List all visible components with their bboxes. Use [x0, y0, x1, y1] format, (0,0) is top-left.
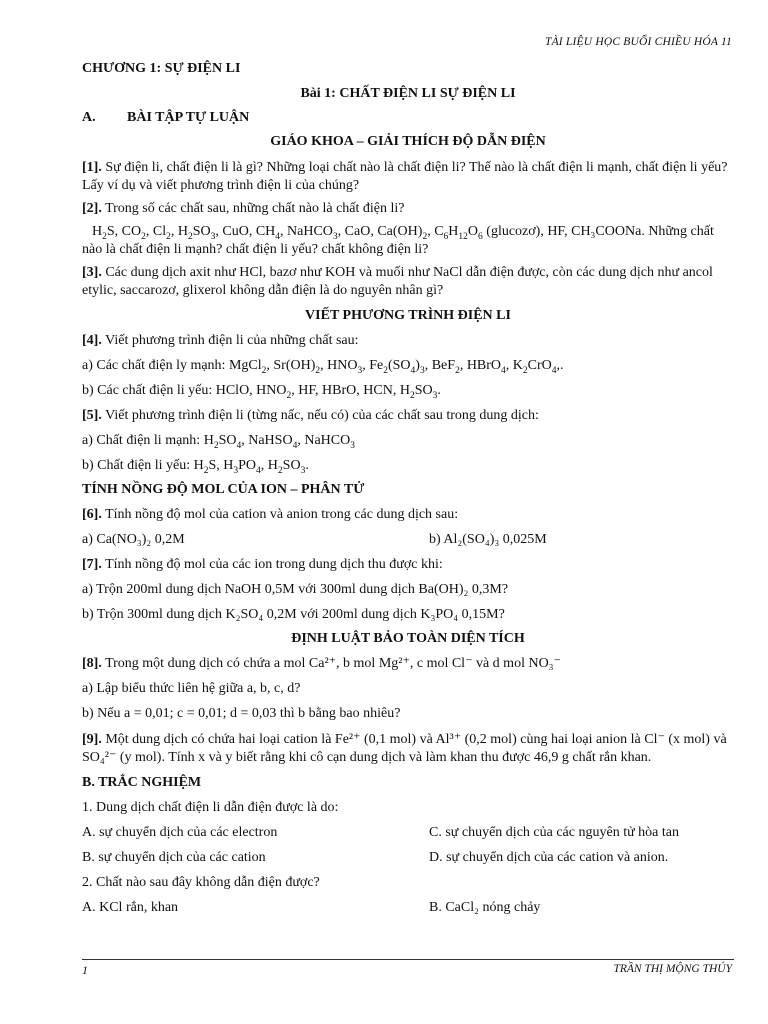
question-4a: a) Các chất điện ly mạnh: MgCl$_2$, $Sr(OH)_2$, $HNO_3$, $Fe_2(SO_4)_3$, BeF$_2$, HBrO$_4$, $K_2CrO_4$,. — [82, 358, 564, 376]
question-7a: a) Trộn 200ml dung dịch NaOH 0,5M với 300ml dung dịch Ba(OH)₂ 0,3M? — [82, 582, 509, 597]
question-5b: b) Chất điện li yếu: $H_2S$, $H_3PO_4$, $H_2SO_3$. — [82, 458, 309, 476]
mc-1-option-a: A. sự chuyển dịch của các electron — [82, 825, 278, 840]
mc-2-option-a: A. KCl rắn, khan — [82, 900, 179, 915]
question-8a: a) Lập biểu thức liên hệ giữa a, b, c, d? — [82, 681, 301, 696]
mc-2-options-row-1 — [82, 895, 734, 920]
mc-1-option-c: C. sự chuyển dịch của các nguyên tử hòa tan — [429, 825, 679, 840]
document-body — [82, 56, 734, 920]
question-3: [3]. Các dung dịch axit như HCl, bazơ như KOH và muối như NaCl dẫn điện được, còn các dung dịch như ancol etylic, saccarozơ, glixerol không dẫn điện là do nguyên nhân gì? — [82, 265, 713, 298]
question-5a: a) Chất điện li mạnh: $H_2SO_4$, NaHSO$_4$, NaHCO$_3$ — [82, 433, 355, 451]
chapter-title: CHƯƠNG 1: SỰ ĐIỆN LI — [82, 61, 241, 76]
question-4b: b) Các chất điện li yếu: HClO, $HNO_2$, HF, HBrO, HCN, $H_2SO_3$. — [82, 383, 441, 401]
mc-1-options-row-1 — [82, 820, 734, 845]
mc-1-option-b: B. sự chuyển dịch của các cation — [82, 850, 266, 865]
question-1: [1]. Sự điện li, chất điện li là gì? Những loại chất nào là chất điện li? Thế nào là chất điện li mạnh, chất điện li yếu? Lấy ví dụ và viết phương trình điện li của chúng? — [82, 160, 728, 193]
heading-equations: VIẾT PHƯƠNG TRÌNH ĐIỆN LI — [305, 308, 511, 323]
mc-2-option-b: B. CaCl₂ nóng chảy — [429, 900, 541, 915]
page-number: 1 — [82, 963, 88, 977]
mc-1-option-d: D. sự chuyển dịch của các cation và anion. — [429, 850, 669, 865]
footer-rule — [82, 959, 734, 960]
footer-author: TRẦN THỊ MỘNG THÚY — [613, 963, 732, 975]
question-7b: b) Trộn 300ml dung dịch K₂SO₄ 0,2M với 200ml dung dịch K₃PO₄ 0,15M? — [82, 607, 505, 622]
heading-charge-conservation: ĐỊNH LUẬT BẢO TOÀN DIỆN TÍCH — [291, 631, 525, 646]
question-2-substances: $H_2S$, $CO_2$, $Cl_2$, $H_2SO_3$, CuO, $CH_4$, NaHCO$_3$, CaO, $Ca(OH)_2$, $C_6H_{12}O_6$ (glucozơ), HF, CH₃COONa. Những chất nào là chất điện li mạnh? chất điện li yếu? chất không điện li? — [82, 224, 714, 257]
section-b-heading: B. TRẮC NGHIỆM — [82, 775, 202, 790]
mc-question-1: 1. Dung dịch chất điện li dẫn điện được là do: — [82, 800, 339, 815]
question-2: [2]. Trong số các chất sau, những chất nào là chất điện li? — [82, 201, 405, 216]
question-5: [5]. Viết phương trình điện li (từng nấc, nếu có) của các chất sau trong dung dịch: — [82, 408, 539, 423]
question-6: [6]. Tính nồng độ mol của cation và anion trong các dung dịch sau: — [82, 507, 459, 522]
question-4: [4]. Viết phương trình điện li của những chất sau: — [82, 333, 359, 348]
running-header: TÀI LIỆU HỌC BUỔI CHIỀU HÓA 11 — [544, 36, 732, 48]
heading-theory: GIÁO KHOA – GIẢI THÍCH ĐỘ DẪN ĐIỆN — [270, 134, 546, 149]
section-a-heading: A. BÀI TẬP TỰ LUẬN — [82, 110, 250, 125]
heading-concentration: TÍNH NỒNG ĐỘ MOL CỦA ION – PHÂN TỬ — [82, 482, 365, 497]
question-9: [9]. Một dung dịch có chứa hai loại cation là Fe²⁺ (0,1 mol) và Al³⁺ (0,2 mol) cùng hai loại anion là Cl⁻ (x mol) và SO₄²⁻ (y mol). Tính x và y biết rằng khi cô cạn dung dịch và làm khan thu được 46,9 g chất rắn khan. — [82, 732, 727, 765]
question-6-parts: a) Ca(NO₃)₂ 0,2M b) Al₂(SO₄)₃ 0,025M — [82, 532, 547, 547]
question-8: [8]. Trong một dung dịch có chứa a mol Ca²⁺, b mol Mg²⁺, c mol Cl⁻ và d mol NO₃⁻ — [82, 656, 561, 671]
mc-question-2: 2. Chất nào sau đây không dẫn điện được? — [82, 875, 320, 890]
question-8b: b) Nếu a = 0,01; c = 0,01; d = 0,03 thì b bằng bao nhiêu? — [82, 706, 401, 721]
lesson-title: Bài 1: CHẤT ĐIỆN LI SỰ ĐIỆN LI — [300, 86, 516, 101]
mc-1-options-row-2 — [82, 845, 734, 870]
question-7: [7]. Tính nồng độ mol của các ion trong dung dịch thu được khi: — [82, 557, 443, 572]
